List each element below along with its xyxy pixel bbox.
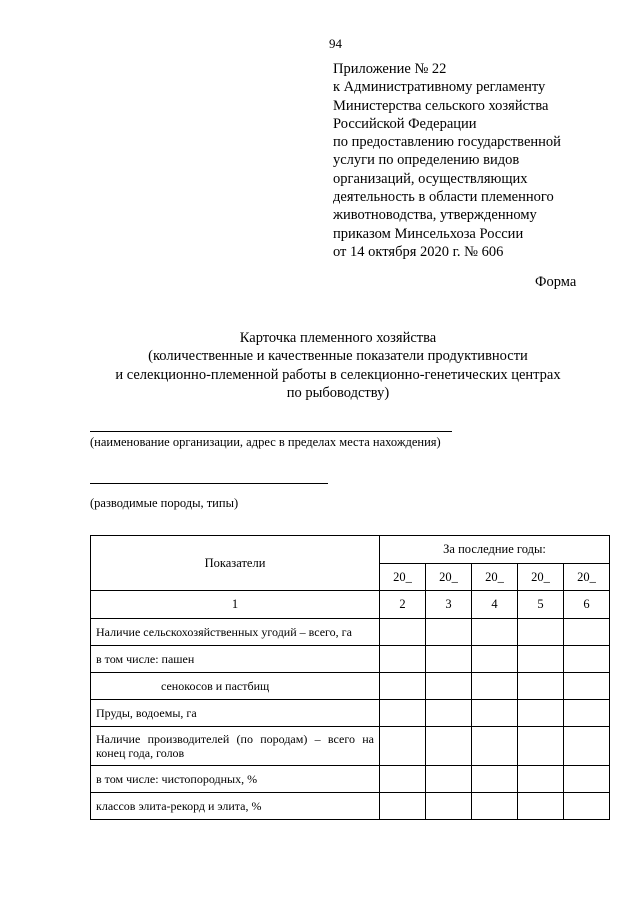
card-title [60,329,616,403]
data-cell[interactable] [518,700,564,727]
appendix-line: животноводства, утвержденному [333,207,537,224]
data-cell[interactable] [518,619,564,646]
title-line: и селекционно-племенной работы в селекционно-генетических центрах [115,366,561,383]
appendix-line: по предоставлению государственной [333,134,561,151]
data-cell[interactable] [518,793,564,820]
appendix-line: от 14 октября 2020 г. № 606 [333,243,504,260]
year-cell[interactable]: 20_ [472,564,518,591]
data-cell[interactable] [564,646,610,673]
column-number: 6 [564,591,610,619]
page-number: 94 [329,36,342,51]
table-row [91,646,610,673]
data-cell[interactable] [564,673,610,700]
row-label: классов элита-рекорд и элита, % [91,793,380,820]
data-cell[interactable] [564,619,610,646]
data-cell[interactable] [518,646,564,673]
row-label: в том числе: пашен [91,646,380,673]
data-cell[interactable] [564,766,610,793]
data-cell[interactable] [426,619,472,646]
appendix-line: услуги по определению видов [333,152,520,169]
row-label: в том числе: чистопородных, % [91,766,380,793]
header-indicators: Показатели [91,536,380,591]
column-number-row [91,591,610,619]
data-cell[interactable] [380,619,426,646]
data-cell[interactable] [472,619,518,646]
year-cell[interactable]: 20_ [426,564,472,591]
data-cell[interactable] [564,793,610,820]
data-cell[interactable] [472,727,518,766]
data-cell[interactable] [472,646,518,673]
appendix-line: приказом Минсельхоза России [333,225,524,242]
title-line: по рыбоводству) [286,385,390,402]
data-cell[interactable] [380,766,426,793]
row-label: Наличие сельскохозяйственных угодий – всего, га [91,619,380,646]
data-cell[interactable] [380,727,426,766]
data-cell[interactable] [518,673,564,700]
column-number: 5 [518,591,564,619]
column-number: 1 [91,591,380,619]
data-cell[interactable] [426,766,472,793]
data-cell[interactable] [426,727,472,766]
table-row [91,766,610,793]
column-number: 4 [472,591,518,619]
year-cell[interactable]: 20_ [518,564,564,591]
data-cell[interactable] [564,700,610,727]
data-cell[interactable] [426,700,472,727]
data-cell[interactable] [564,727,610,766]
row-label: Пруды, водоемы, га [91,700,380,727]
appendix-line: Приложение № 22 [333,61,447,77]
title-line: Карточка племенного хозяйства [239,330,437,346]
row-label: сенокосов и пастбищ [91,673,380,700]
data-cell[interactable] [472,793,518,820]
form-label: Форма [535,274,577,290]
data-cell[interactable] [380,793,426,820]
appendix-line: деятельность в области племенного [333,189,554,206]
data-cell[interactable] [426,673,472,700]
data-cell[interactable] [380,700,426,727]
year-cell[interactable]: 20_ [380,564,426,591]
table-row [91,700,610,727]
indicators-table [90,535,610,820]
table-row [91,673,610,700]
breeds-field-line[interactable] [90,483,328,484]
table-header-row [91,536,610,564]
data-cell[interactable] [380,673,426,700]
breeds-field-caption: (разводимые породы, типы) [90,496,239,510]
header-years: За последние годы: [380,536,610,564]
appendix-line: к Административному регламенту [333,79,546,96]
title-line: (количественные и качественные показатели продуктивности [148,348,528,365]
data-cell[interactable] [380,646,426,673]
column-number: 2 [380,591,426,619]
data-cell[interactable] [426,793,472,820]
data-cell[interactable] [518,727,564,766]
year-cell[interactable]: 20_ [564,564,610,591]
appendix-line: организаций, осуществляющих [333,170,528,187]
data-cell[interactable] [426,646,472,673]
data-cell[interactable] [472,700,518,727]
organization-field-line[interactable] [90,431,452,432]
data-cell[interactable] [472,766,518,793]
appendix-line: Российской Федерации [333,115,477,132]
appendix-line: Министерства сельского хозяйства [333,97,549,114]
table-row [91,727,610,766]
data-cell[interactable] [518,766,564,793]
organization-field-caption: (наименование организации, адрес в пределах места нахождения) [90,435,441,449]
table-row [91,793,610,820]
row-label: Наличие производителей (по породам) – всего на конец года, голов [91,727,380,766]
data-cell[interactable] [472,673,518,700]
appendix-block [333,60,613,261]
table-row [91,619,610,646]
column-number: 3 [426,591,472,619]
